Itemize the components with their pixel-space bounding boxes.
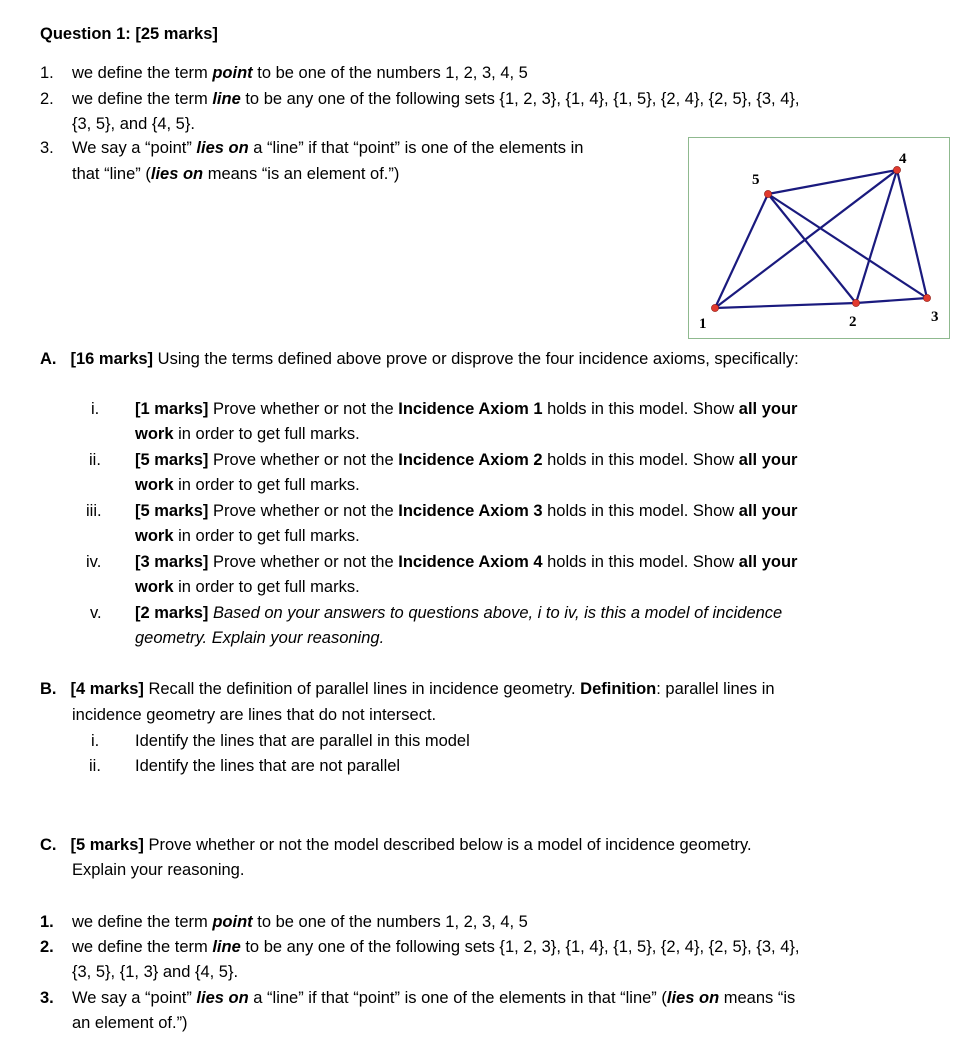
term-point: point	[212, 913, 253, 931]
emphasis: work	[135, 476, 174, 494]
list-item-cont	[135, 422, 360, 447]
axiom-name: Incidence Axiom 3	[398, 502, 543, 520]
list-number: 2.	[40, 938, 54, 956]
list-item-cont	[135, 575, 360, 600]
text: Prove whether or not the	[208, 451, 399, 469]
text: Prove whether or not the	[208, 400, 399, 418]
point-2	[852, 299, 859, 306]
text: means “is	[719, 989, 796, 1007]
list-item-cont: an element of.”)	[72, 1014, 188, 1032]
figure-svg	[689, 138, 951, 340]
part-c-cont: Explain your reasoning.	[72, 861, 245, 879]
text: to be any one of the following sets {1, 2, 3}, {1, 4}, {1, 5}, {2, 4}, {2, 5}, {3, 4},	[240, 938, 800, 956]
text: holds in this model. Show	[542, 553, 739, 571]
text: in order to get full marks.	[173, 476, 360, 494]
list-item-cont	[135, 524, 360, 549]
axiom-name: Incidence Axiom 1	[398, 400, 543, 418]
segment-1-4	[715, 170, 897, 308]
list-number: 1.	[40, 913, 54, 931]
text: holds in this model. Show	[542, 451, 739, 469]
text: a “line” if that “point” is one of the elements in	[248, 139, 584, 157]
part-label: C.	[40, 836, 57, 854]
list-item	[135, 397, 797, 422]
list-number: 3.	[40, 139, 54, 157]
part-label: A.	[40, 350, 57, 368]
text: holds in this model. Show	[542, 400, 739, 418]
list-item	[135, 499, 797, 524]
incidence-figure	[688, 137, 950, 339]
axiom-name: Incidence Axiom 4	[398, 553, 543, 571]
text: in order to get full marks.	[173, 578, 360, 596]
list-item	[72, 87, 799, 112]
term-lies-on: lies on	[666, 989, 720, 1007]
definition-label: Definition	[580, 680, 657, 698]
text: Based on your answers to questions above, i to iv, is this a model of incidence	[208, 604, 783, 622]
list-item-cont	[72, 162, 399, 187]
term-line: line	[212, 938, 241, 956]
point-label-5: 5	[752, 172, 760, 188]
emphasis: work	[135, 578, 174, 596]
marks: [5 marks]	[70, 836, 144, 854]
list-number: 2.	[40, 90, 54, 108]
emphasis: work	[135, 527, 174, 545]
question-title: Question 1: [25 marks]	[40, 25, 218, 43]
list-number: iv.	[86, 553, 102, 571]
marks: [1 marks]	[135, 400, 209, 418]
segment-3-4	[897, 170, 927, 298]
emphasis: all your	[738, 553, 798, 571]
segment-1-2	[715, 303, 856, 308]
point-5	[764, 190, 771, 197]
text: Prove whether or not the	[208, 502, 399, 520]
text: Using the terms defined above prove or disprove the four incidence axioms, specifically:	[153, 350, 799, 368]
part-c-heading	[40, 833, 752, 858]
text: a “line” if that “point” is one of the elements in that “line” (	[248, 989, 667, 1007]
part-b-cont: incidence geometry are lines that do not intersect.	[72, 706, 437, 724]
list-item	[135, 448, 797, 473]
term-lies-on: lies on	[150, 165, 204, 183]
text: in order to get full marks.	[173, 425, 360, 443]
segment-2-4	[856, 170, 897, 303]
text: Prove whether or not the model described below is a model of incidence geometry.	[143, 836, 752, 854]
list-item	[72, 136, 583, 161]
part-label: B.	[40, 680, 57, 698]
marks: [4 marks]	[70, 680, 144, 698]
text: We say a “point”	[72, 139, 197, 157]
list-item	[72, 935, 799, 960]
list-item: Identify the lines that are parallel in this model	[135, 732, 470, 750]
list-number: iii.	[86, 502, 102, 520]
text: We say a “point”	[72, 989, 197, 1007]
marks: [2 marks]	[135, 604, 209, 622]
emphasis: all your	[738, 502, 798, 520]
point-4	[893, 166, 900, 173]
point-label-1: 1	[699, 316, 707, 332]
term-lies-on: lies on	[196, 139, 249, 157]
segment-3-5	[768, 194, 927, 298]
segment-1-5	[715, 194, 768, 308]
point-label-3: 3	[931, 309, 939, 325]
list-item	[72, 61, 528, 86]
point-label-4: 4	[899, 151, 907, 167]
text: we define the term	[72, 938, 213, 956]
emphasis: all your	[738, 451, 798, 469]
text: Recall the definition of parallel lines in incidence geometry.	[143, 680, 581, 698]
list-item	[135, 601, 782, 626]
text: : parallel lines in	[656, 680, 775, 698]
text: that “line” (	[72, 165, 151, 183]
axiom-name: Incidence Axiom 2	[398, 451, 543, 469]
term-line: line	[212, 90, 241, 108]
list-item: Identify the lines that are not parallel	[135, 757, 401, 775]
list-item	[135, 550, 797, 575]
segment-4-5	[768, 170, 897, 194]
list-number: v.	[90, 604, 102, 622]
term-lies-on: lies on	[196, 989, 249, 1007]
list-number: ii.	[89, 757, 101, 775]
list-item-cont: {3, 5}, and {4, 5}.	[72, 115, 195, 133]
list-number: ii.	[89, 451, 101, 469]
list-number: i.	[91, 400, 100, 418]
term-point: point	[212, 64, 253, 82]
point-3	[923, 294, 930, 301]
list-number: i.	[91, 732, 100, 750]
text: to be one of the numbers 1, 2, 3, 4, 5	[252, 64, 528, 82]
list-item	[72, 910, 528, 935]
marks: [16 marks]	[70, 350, 154, 368]
segment-2-3	[856, 298, 927, 303]
text: we define the term	[72, 64, 213, 82]
text: to be any one of the following sets {1, 2, 3}, {1, 4}, {1, 5}, {2, 4}, {2, 5}, {3, 4},	[240, 90, 800, 108]
part-a-heading	[40, 347, 799, 372]
text: Prove whether or not the	[208, 553, 399, 571]
list-item-cont: geometry. Explain your reasoning.	[135, 629, 385, 647]
text: in order to get full marks.	[173, 527, 360, 545]
list-number: 3.	[40, 989, 54, 1007]
point-1	[711, 304, 718, 311]
list-number: 1.	[40, 64, 54, 82]
part-b-heading	[40, 677, 775, 702]
marks: [5 marks]	[135, 451, 209, 469]
list-item-cont	[135, 473, 360, 498]
marks: [5 marks]	[135, 502, 209, 520]
emphasis: all your	[738, 400, 798, 418]
text: holds in this model. Show	[542, 502, 739, 520]
list-item-cont: {3, 5}, {1, 3} and {4, 5}.	[72, 963, 239, 981]
emphasis: work	[135, 425, 174, 443]
text: we define the term	[72, 90, 213, 108]
point-label-2: 2	[849, 314, 857, 330]
text: we define the term	[72, 913, 213, 931]
list-item	[72, 986, 795, 1011]
text: to be one of the numbers 1, 2, 3, 4, 5	[252, 913, 528, 931]
text: means “is an element of.”)	[203, 165, 400, 183]
marks: [3 marks]	[135, 553, 209, 571]
